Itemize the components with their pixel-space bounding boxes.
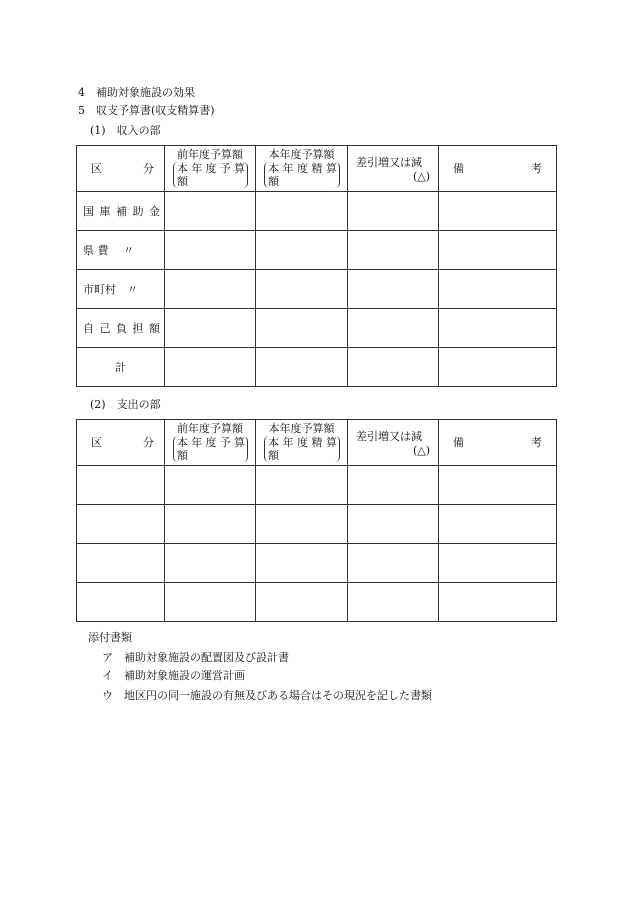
this-budget-header: 本年度予算額 本 年 度 精 算 額 — [256, 420, 348, 466]
amount-cell[interactable] — [165, 231, 256, 270]
income-row-prefecture — [77, 231, 557, 270]
amount-cell[interactable] — [256, 231, 348, 270]
expense-row — [77, 466, 557, 505]
income-row-self-burden — [77, 309, 557, 348]
this-budget-header: 本年度予算額 本 年 度 精 算 額 — [256, 146, 348, 192]
item-cell[interactable] — [77, 544, 165, 583]
diff-header: 差引増又は減 (△) — [348, 420, 439, 466]
amount-cell[interactable] — [348, 583, 439, 622]
section-4-heading: 4 補助対象施設の効果 — [78, 86, 195, 99]
row-label: 市町村 〃 — [77, 270, 165, 309]
item-cell[interactable] — [77, 505, 165, 544]
attachment-item: イ 補助対象施設の運営計画 — [102, 669, 245, 682]
expense-header-row — [77, 420, 557, 466]
item-cell[interactable] — [77, 466, 165, 505]
expense-row — [77, 583, 557, 622]
amount-cell[interactable] — [256, 583, 348, 622]
item-cell[interactable] — [77, 583, 165, 622]
income-section-title: (1) 収入の部 — [90, 124, 161, 137]
amount-cell[interactable] — [348, 544, 439, 583]
remarks-cell[interactable] — [439, 231, 557, 270]
amount-cell[interactable] — [165, 583, 256, 622]
amount-cell[interactable] — [348, 348, 439, 387]
amount-cell[interactable] — [256, 270, 348, 309]
row-label: 計 — [77, 348, 165, 387]
diff-header: 差引増又は減 (△) — [348, 146, 439, 192]
amount-cell[interactable] — [348, 270, 439, 309]
remarks-header: 備 考 — [439, 420, 557, 466]
row-label: 国 庫 補 助 金 — [77, 192, 165, 231]
amount-cell[interactable] — [256, 309, 348, 348]
remarks-cell[interactable] — [439, 192, 557, 231]
amount-cell[interactable] — [256, 348, 348, 387]
kubun-header: 区 分 — [77, 420, 165, 466]
amount-cell[interactable] — [165, 348, 256, 387]
income-row-national-subsidy — [77, 192, 557, 231]
amount-cell[interactable] — [348, 231, 439, 270]
amount-cell[interactable] — [256, 466, 348, 505]
income-table — [76, 145, 557, 387]
remarks-cell[interactable] — [439, 466, 557, 505]
remarks-header: 備 考 — [439, 146, 557, 192]
row-label: 県 費 〃 — [77, 231, 165, 270]
prev-budget-header: 前年度予算額 本 年 度 予 算 額 — [165, 420, 256, 466]
amount-cell[interactable] — [165, 270, 256, 309]
amount-cell[interactable] — [165, 505, 256, 544]
expense-table — [76, 419, 557, 622]
attachments-title: 添付書類 — [88, 631, 132, 644]
amount-cell[interactable] — [165, 192, 256, 231]
amount-cell[interactable] — [348, 505, 439, 544]
expense-section-title: (2) 支出の部 — [90, 398, 161, 411]
amount-cell[interactable] — [348, 466, 439, 505]
remarks-cell[interactable] — [439, 505, 557, 544]
prev-budget-header: 前年度予算額 本 年 度 予 算 額 — [165, 146, 256, 192]
income-row-municipality — [77, 270, 557, 309]
remarks-cell[interactable] — [439, 583, 557, 622]
amount-cell[interactable] — [348, 192, 439, 231]
attachment-item: ウ 地区円の同一施設の有無及びある場合はその現況を記した書類 — [102, 689, 432, 702]
amount-cell[interactable] — [165, 466, 256, 505]
income-header-row — [77, 146, 557, 192]
expense-row — [77, 544, 557, 583]
remarks-cell[interactable] — [439, 544, 557, 583]
amount-cell[interactable] — [348, 309, 439, 348]
remarks-cell[interactable] — [439, 270, 557, 309]
row-label: 自 己 負 担 額 — [77, 309, 165, 348]
expense-row — [77, 505, 557, 544]
amount-cell[interactable] — [256, 192, 348, 231]
income-row-total — [77, 348, 557, 387]
amount-cell[interactable] — [165, 544, 256, 583]
section-5-heading: 5 収支予算書(収支精算書) — [78, 104, 215, 117]
kubun-header: 区 分 — [77, 146, 165, 192]
attachment-item: ア 補助対象施設の配置図及び設計書 — [102, 651, 289, 664]
amount-cell[interactable] — [165, 309, 256, 348]
amount-cell[interactable] — [256, 505, 348, 544]
remarks-cell[interactable] — [439, 309, 557, 348]
remarks-cell[interactable] — [439, 348, 557, 387]
amount-cell[interactable] — [256, 544, 348, 583]
